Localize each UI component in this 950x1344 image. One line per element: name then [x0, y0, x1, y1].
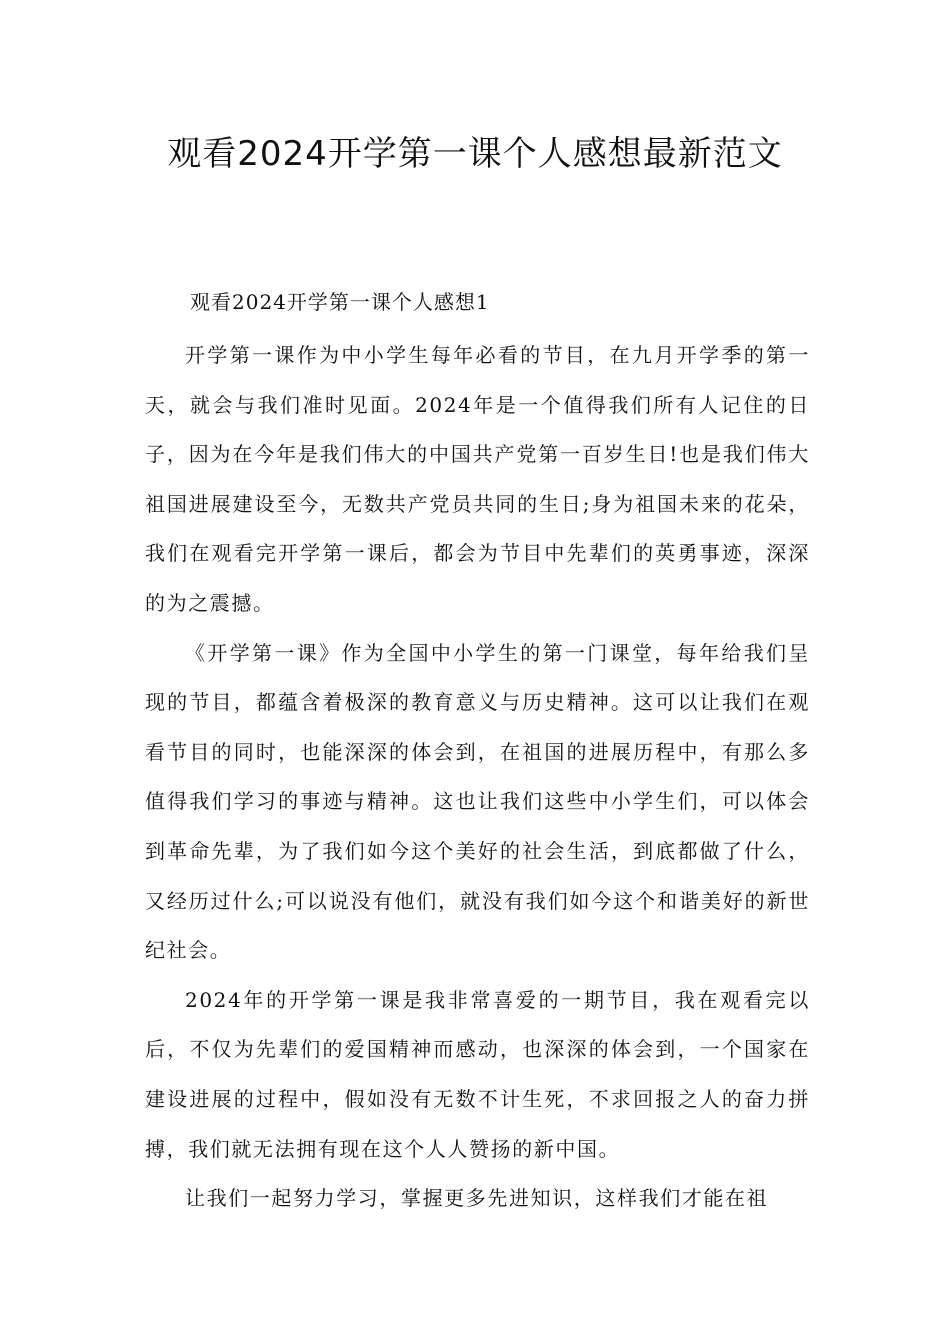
paragraph: 2024年的开学第一课是我非常喜爱的一期节目，我在观看完以后，不仅为先辈们的爱国精神而感动，也深深的体会到，一个国家在建设进展的过程中，假如没有无数不计生死，不求回报之人的奋力拼搏，我们就无法拥有现在这个人人赞扬的新中国。: [145, 987, 810, 1161]
section-heading: 观看2024开学第一课个人感想1: [190, 290, 490, 314]
paragraph: 《开学第一课》作为全国中小学生的第一门课堂，每年给我们呈现的节目，都蕴含着极深的教育意义与历史精神。这可以让我们在观看节目的同时，也能深深的体会到，在祖国的进展历程中，有那么多值得我们学习的事迹与精神。这也让我们这些中小学生们，可以体会到革命先辈，为了我们如今这个美好的社会生活，到底都做了什么，又经历过什么;可以说没有他们，就没有我们如今这个和谐美好的新世纪社会。: [145, 640, 810, 963]
document-title: 观看2024开学第一课个人感想最新范文: [167, 134, 783, 174]
document-body: [145, 331, 810, 1224]
paragraph: 开学第一课作为中小学生每年必看的节目，在九月开学季的第一天，就会与我们准时见面。2024年是一个值得我们所有人记住的日子，因为在今年是我们伟大的中国共产党第一百岁生日!也是我们伟大祖国进展建设至今，无数共产党员共同的生日;身为祖国未来的花朵，我们在观看完开学第一课后，都会为节目中先辈们的英勇事迹，深深的为之震撼。: [145, 343, 810, 615]
paragraph: 让我们一起努力学习，掌握更多先进知识，这样我们才能在祖: [185, 1186, 769, 1211]
